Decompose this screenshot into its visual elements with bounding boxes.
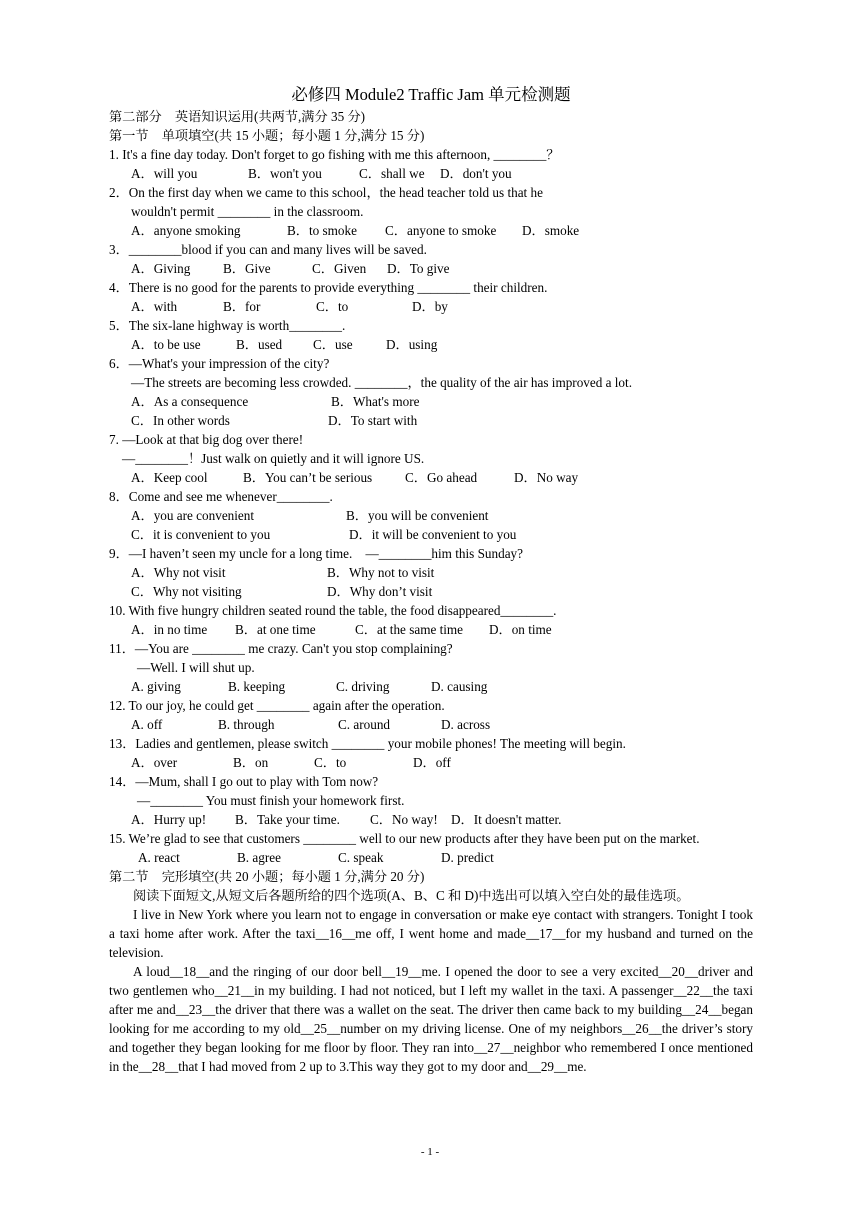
question-3-stem: 3．________blood if you can and many lives will be saved.: [109, 242, 427, 257]
option-c: C．to: [316, 299, 349, 314]
option-c: C．it is convenient to you: [131, 527, 271, 542]
question-8-options-ab: [109, 506, 753, 525]
option-c: C. speak: [338, 850, 384, 865]
question-1-stem: 1. It's a fine day today. Don't forget to go fishing with me this afternoon, ________？: [109, 147, 560, 162]
option-d: D．No way: [514, 470, 579, 485]
option-a: A．Giving: [131, 261, 191, 276]
question-4-stem: 4．There is no good for the parents to provide everything ________ their children.: [109, 280, 548, 295]
option-c: C．No way!: [370, 812, 438, 827]
option-b: B. keeping: [228, 679, 286, 694]
question-7-options: [109, 468, 753, 487]
question-11-options: [109, 677, 753, 696]
cloze-paragraph-1: I live in New York where you learn not to engage in conversation or make eye contact with strangers. Tonight I took a taxi home after work. After the taxi__16__me off, I went home and made__17__for my husband and turned on the television.: [109, 907, 753, 960]
section-heading: 第二节 完形填空(共 20 小题；每小题 1 分,满分 20 分): [109, 869, 425, 884]
question-13-stem: 13．Ladies and gentlemen, please switch ________ your mobile phones! The meeting will begin.: [109, 736, 626, 751]
question-13-options: [109, 753, 753, 772]
option-b: B．won't you: [248, 166, 322, 181]
question-1-options: [109, 164, 753, 183]
option-b: B．You can’t be serious: [243, 470, 373, 485]
question-6-stem-cont: —The streets are becoming less crowded. ________，the quality of the air has improved a lot.: [131, 375, 632, 390]
question-2-stem: 2．On the first day when we came to this school，the head teacher told us that he: [109, 185, 543, 200]
option-c: C．to: [314, 755, 347, 770]
question-12-stem: 12. To our joy, he could get ________ again after the operation.: [109, 698, 445, 713]
option-a: A．Hurry up!: [131, 812, 207, 827]
page-number: - 1 -: [420, 1146, 440, 1158]
option-b: B．What's more: [331, 394, 420, 409]
question-9-options-ab: [109, 563, 753, 582]
question-2-stem-cont: wouldn't permit ________ in the classroom.: [131, 204, 364, 219]
option-b: B．to smoke: [287, 223, 357, 238]
question-11-stem-cont: —Well. I will shut up.: [137, 660, 255, 675]
option-c: C．anyone to smoke: [385, 223, 497, 238]
question-15-stem: 15. We’re glad to see that customers ________ well to our new products after they have been put on the market.: [109, 831, 700, 846]
question-5-stem: 5．The six-lane highway is worth________.: [109, 318, 346, 333]
option-a: A．Why not visit: [131, 565, 226, 580]
option-b: B．Take your time.: [235, 812, 340, 827]
question-8-options-cd: [109, 525, 753, 544]
option-a: A. react: [138, 850, 180, 865]
question-14-stem-cont: —________ You must finish your homework first.: [137, 793, 405, 808]
option-d: D．it will be convenient to you: [349, 527, 517, 542]
question-10-stem: 10. With five hungry children seated round the table, the food disappeared________.: [109, 603, 557, 618]
question-14-stem: 14．—Mum, shall I go out to play with Tom now?: [109, 774, 379, 789]
option-c: C．Go ahead: [405, 470, 478, 485]
option-d: D. across: [441, 717, 491, 732]
document-body: [109, 84, 753, 1076]
option-c: C．Given: [312, 261, 367, 276]
option-b: B．at one time: [235, 622, 316, 637]
option-d: D．To start with: [328, 413, 418, 428]
option-a: A．over: [131, 755, 178, 770]
section-heading: 第一节 单项填空(共 15 小题；每小题 1 分,满分 15 分): [109, 128, 425, 143]
part-heading: 第二部分 英语知识运用(共两节,满分 35 分): [109, 109, 366, 124]
option-d: D．smoke: [522, 223, 580, 238]
question-10-options: [109, 620, 753, 639]
question-4-options: [109, 297, 753, 316]
option-a: A．with: [131, 299, 178, 314]
question-6-stem: 6．—What's your impression of the city?: [109, 356, 330, 371]
option-d: D．To give: [387, 261, 450, 276]
option-a: A. off: [131, 717, 163, 732]
option-a: A．in no time: [131, 622, 208, 637]
option-c: C．In other words: [131, 413, 230, 428]
question-9-stem: 9．—I haven’t seen my uncle for a long time. —________him this Sunday?: [109, 546, 523, 561]
question-15-options: [109, 848, 753, 867]
option-d: D. causing: [431, 679, 488, 694]
option-c: C. around: [338, 717, 391, 732]
option-c: C．Why not visiting: [131, 584, 242, 599]
question-2-options: [109, 221, 753, 240]
question-7-stem: 7. —Look at that big dog over there!: [109, 432, 304, 447]
option-d: D．don't you: [440, 166, 512, 181]
option-a: A．anyone smoking: [131, 223, 241, 238]
question-11-stem: 11．—You are ________ me crazy. Can't you stop complaining?: [109, 641, 453, 656]
question-7-stem-cont: —________！Just walk on quietly and it will ignore US.: [122, 451, 425, 466]
option-a: A．Keep cool: [131, 470, 208, 485]
option-c: C．at the same time: [355, 622, 464, 637]
option-b: B．used: [236, 337, 283, 352]
option-b: B．Why not to visit: [327, 565, 435, 580]
option-a: A. giving: [131, 679, 181, 694]
question-6-options-ab: [109, 392, 753, 411]
option-b: B. through: [218, 717, 275, 732]
option-b: B．Give: [223, 261, 271, 276]
option-d: D．using: [386, 337, 438, 352]
option-b: B．on: [233, 755, 269, 770]
option-a: A．you are convenient: [131, 508, 255, 523]
option-d: D．on time: [489, 622, 552, 637]
question-3-options: [109, 259, 753, 278]
document-title: 必修四 Module2 Traffic Jam 单元检测题: [291, 85, 571, 104]
option-d: D．It doesn't matter.: [451, 812, 562, 827]
question-14-options: [109, 810, 753, 829]
option-c: C．use: [313, 337, 353, 352]
option-a: A．As a consequence: [131, 394, 249, 409]
question-12-options: [109, 715, 753, 734]
option-b: B．for: [223, 299, 261, 314]
option-d: D．Why don’t visit: [327, 584, 433, 599]
option-b: B. agree: [237, 850, 281, 865]
question-8-stem: 8．Come and see me whenever________.: [109, 489, 333, 504]
option-d: D．by: [412, 299, 448, 314]
cloze-instruction: 阅读下面短文,从短文后各题所给的四个选项(A、B、C 和 D)中选出可以填入空白处的最佳选项。: [133, 888, 690, 903]
option-c: C．shall we: [359, 166, 425, 181]
question-6-options-cd: [109, 411, 753, 430]
option-d: D．off: [413, 755, 451, 770]
question-5-options: [109, 335, 753, 354]
question-9-options-cd: [109, 582, 753, 601]
option-d: D. predict: [441, 850, 494, 865]
option-b: B．you will be convenient: [346, 508, 489, 523]
option-c: C. driving: [336, 679, 390, 694]
option-a: A．to be use: [131, 337, 201, 352]
cloze-paragraph-2: A loud__18__and the ringing of our door bell__19__me. I opened the door to see a very excited__20__driver and two gentlemen who__21__in my building. I had not noticed, but I left my wallet in the taxi. A passenger__22__the taxi after me and__23__the driver that there was a wallet on the seat. The driver then came back to my building__24__began looking for me according to my old__25__number on my driving license. One of my neighbors__26__the driver’s story and together they began looking for me floor by floor. They ran into__27__neighbor who remembered I once mentioned in the__28__that I had moved from 2 up to 3.This way they got to my door and__29__me.: [109, 964, 753, 1074]
option-a: A．will you: [131, 166, 198, 181]
